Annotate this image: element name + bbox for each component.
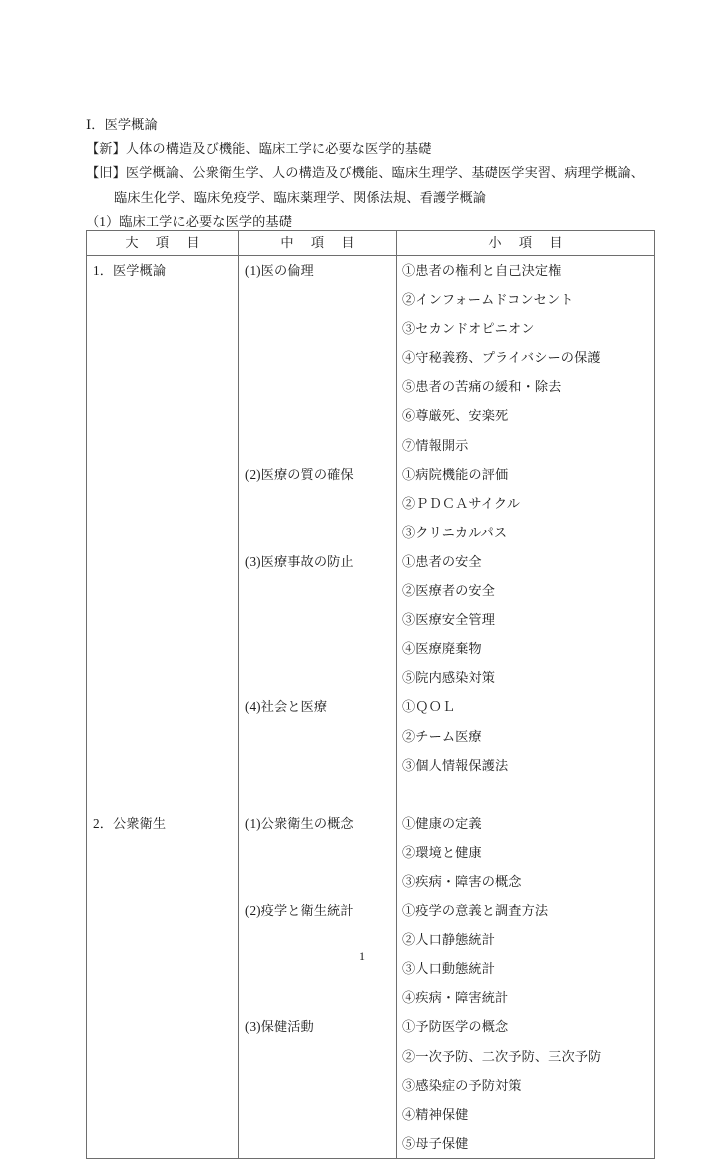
middle-item-line (239, 372, 396, 401)
curriculum-table (86, 230, 655, 1159)
minor-item-line: ①予防医学の概念 (402, 1019, 509, 1035)
heading-line-3: 【旧】医学概論、公衆衛生学、人の構造及び機能、臨床生理学、基礎医学実習、病理学概論、 (86, 165, 645, 181)
minor-item-line: ②一次予防、二次予防、三次予防 (402, 1048, 602, 1064)
major-item-line (87, 780, 238, 809)
table-head (87, 231, 655, 256)
middle-item-line (239, 867, 396, 896)
table-body (87, 256, 655, 1159)
major-item-line (87, 634, 238, 663)
major-item-line (87, 692, 238, 721)
middle-item-line: (3)医療事故の防止 (245, 553, 354, 569)
middle-item-line (239, 576, 396, 605)
heading-line-1: Ⅰ．医学概論 (86, 117, 158, 132)
middle-item-line (239, 983, 396, 1012)
minor-item-line: ④守秘義務、プライバシーの保護 (402, 350, 601, 366)
middle-item-line: (1)医の倫理 (245, 263, 314, 278)
minor-item-line: ③感染症の予防対策 (402, 1077, 522, 1093)
middle-item-line: (3)保健活動 (245, 1019, 314, 1035)
minor-item-line: ②人口静態統計 (402, 932, 496, 948)
middle-item-line (239, 1042, 396, 1071)
column-header-major: 大 項 目 (87, 231, 239, 256)
minor-item-line: ②チーム医療 (402, 728, 482, 744)
heading-line-5: （1）臨床工学に必要な医学的基礎 (86, 213, 293, 229)
document-heading-block (86, 113, 666, 234)
minor-item-line: ②環境と健康 (402, 844, 482, 860)
minor-item-line: ②医療者の安全 (402, 583, 496, 599)
major-item-line (87, 401, 238, 430)
minor-items-cell (397, 256, 655, 1159)
table-header-row (87, 231, 655, 256)
middle-items-cell (239, 256, 397, 1159)
column-header-middle: 中 項 目 (239, 231, 397, 256)
middle-item-line (239, 489, 396, 518)
middle-item-line: (2)医療の質の確保 (245, 466, 354, 482)
minor-item-line: ③医療安全管理 (402, 612, 496, 628)
minor-item-line: ①病院機能の評価 (402, 466, 509, 482)
minor-item-line: ⑤患者の苦痛の緩和・除去 (402, 379, 562, 395)
middle-item-line (239, 285, 396, 314)
minor-item-line: ③疾病・障害の概念 (402, 873, 522, 889)
minor-item-line: ⑥尊厳死、安楽死 (402, 408, 509, 424)
middle-item-line (239, 663, 396, 692)
middle-item-line (239, 1129, 396, 1158)
minor-item-line: ⑦情報開示 (402, 437, 469, 453)
minor-item-line: ⑤院内感染対策 (402, 670, 496, 686)
middle-item-line (239, 1071, 396, 1100)
middle-item-line (239, 634, 396, 663)
middle-item-line (239, 1100, 396, 1129)
middle-item-line (239, 780, 396, 809)
minor-item-line: ④精神保健 (402, 1106, 469, 1122)
major-item-line (87, 285, 238, 314)
major-item-line (87, 751, 238, 780)
middle-item-line: (4)社会と医療 (245, 699, 328, 715)
minor-item-line: ①健康の定義 (402, 815, 482, 831)
middle-item-line (239, 343, 396, 372)
major-item-line (87, 431, 238, 460)
minor-item-line: ③セカンドオピニオン (402, 321, 535, 337)
major-item-line (87, 576, 238, 605)
middle-item-line (239, 605, 396, 634)
column-header-minor: 小 項 目 (397, 231, 655, 256)
minor-item-line: ④疾病・障害統計 (402, 990, 509, 1006)
major-item-line (87, 372, 238, 401)
major-item-line (87, 314, 238, 343)
table-row (87, 256, 655, 1159)
middle-item-line: (1)公衆衛生の概念 (245, 815, 354, 831)
page-number: 1 (359, 949, 365, 963)
minor-item-line: ⑤母子保健 (402, 1135, 469, 1151)
major-item-line (87, 343, 238, 372)
major-item-line: 2．公衆衛生 (93, 815, 167, 831)
minor-item-line: ①ＱＯＬ (402, 699, 456, 715)
major-item-line (87, 663, 238, 692)
major-item-line (87, 460, 238, 489)
middle-item-line: (2)疫学と衛生統計 (245, 903, 354, 919)
middle-item-line (239, 518, 396, 547)
curriculum-table-wrapper (86, 230, 654, 1159)
major-item-line (87, 518, 238, 547)
minor-item-line: ③人口動態統計 (402, 961, 496, 977)
minor-item-line: ②ＰＤＣＡサイクル (402, 495, 521, 511)
major-item-line (87, 489, 238, 518)
middle-item-line (239, 751, 396, 780)
minor-item-line: ④医療廃棄物 (402, 641, 482, 657)
minor-item-line: ①疫学の意義と調査方法 (402, 903, 549, 919)
minor-item-line: ③クリニカルパス (402, 524, 508, 540)
major-item-line (87, 605, 238, 634)
middle-item-line (239, 401, 396, 430)
minor-item-line: ①患者の権利と自己決定権 (402, 263, 562, 278)
middle-item-line (239, 722, 396, 751)
heading-line-2: 【新】人体の構造及び機能、臨床工学に必要な医学的基礎 (86, 141, 432, 157)
major-items-cell (87, 256, 239, 1159)
minor-item-line: ①患者の安全 (402, 553, 482, 569)
middle-item-line (239, 314, 396, 343)
minor-item-line: ②インフォームドコンセント (402, 292, 574, 308)
major-item-line (87, 547, 238, 576)
minor-item-line: ③個人情報保護法 (402, 757, 509, 773)
middle-item-line (239, 431, 396, 460)
major-item-line: 1．医学概論 (93, 263, 167, 278)
minor-item-line (397, 780, 654, 809)
middle-item-line (239, 838, 396, 867)
major-item-line (87, 722, 238, 751)
heading-line-4: 臨床生化学、臨床免疫学、臨床薬理学、関係法規、看護学概論 (114, 189, 487, 205)
